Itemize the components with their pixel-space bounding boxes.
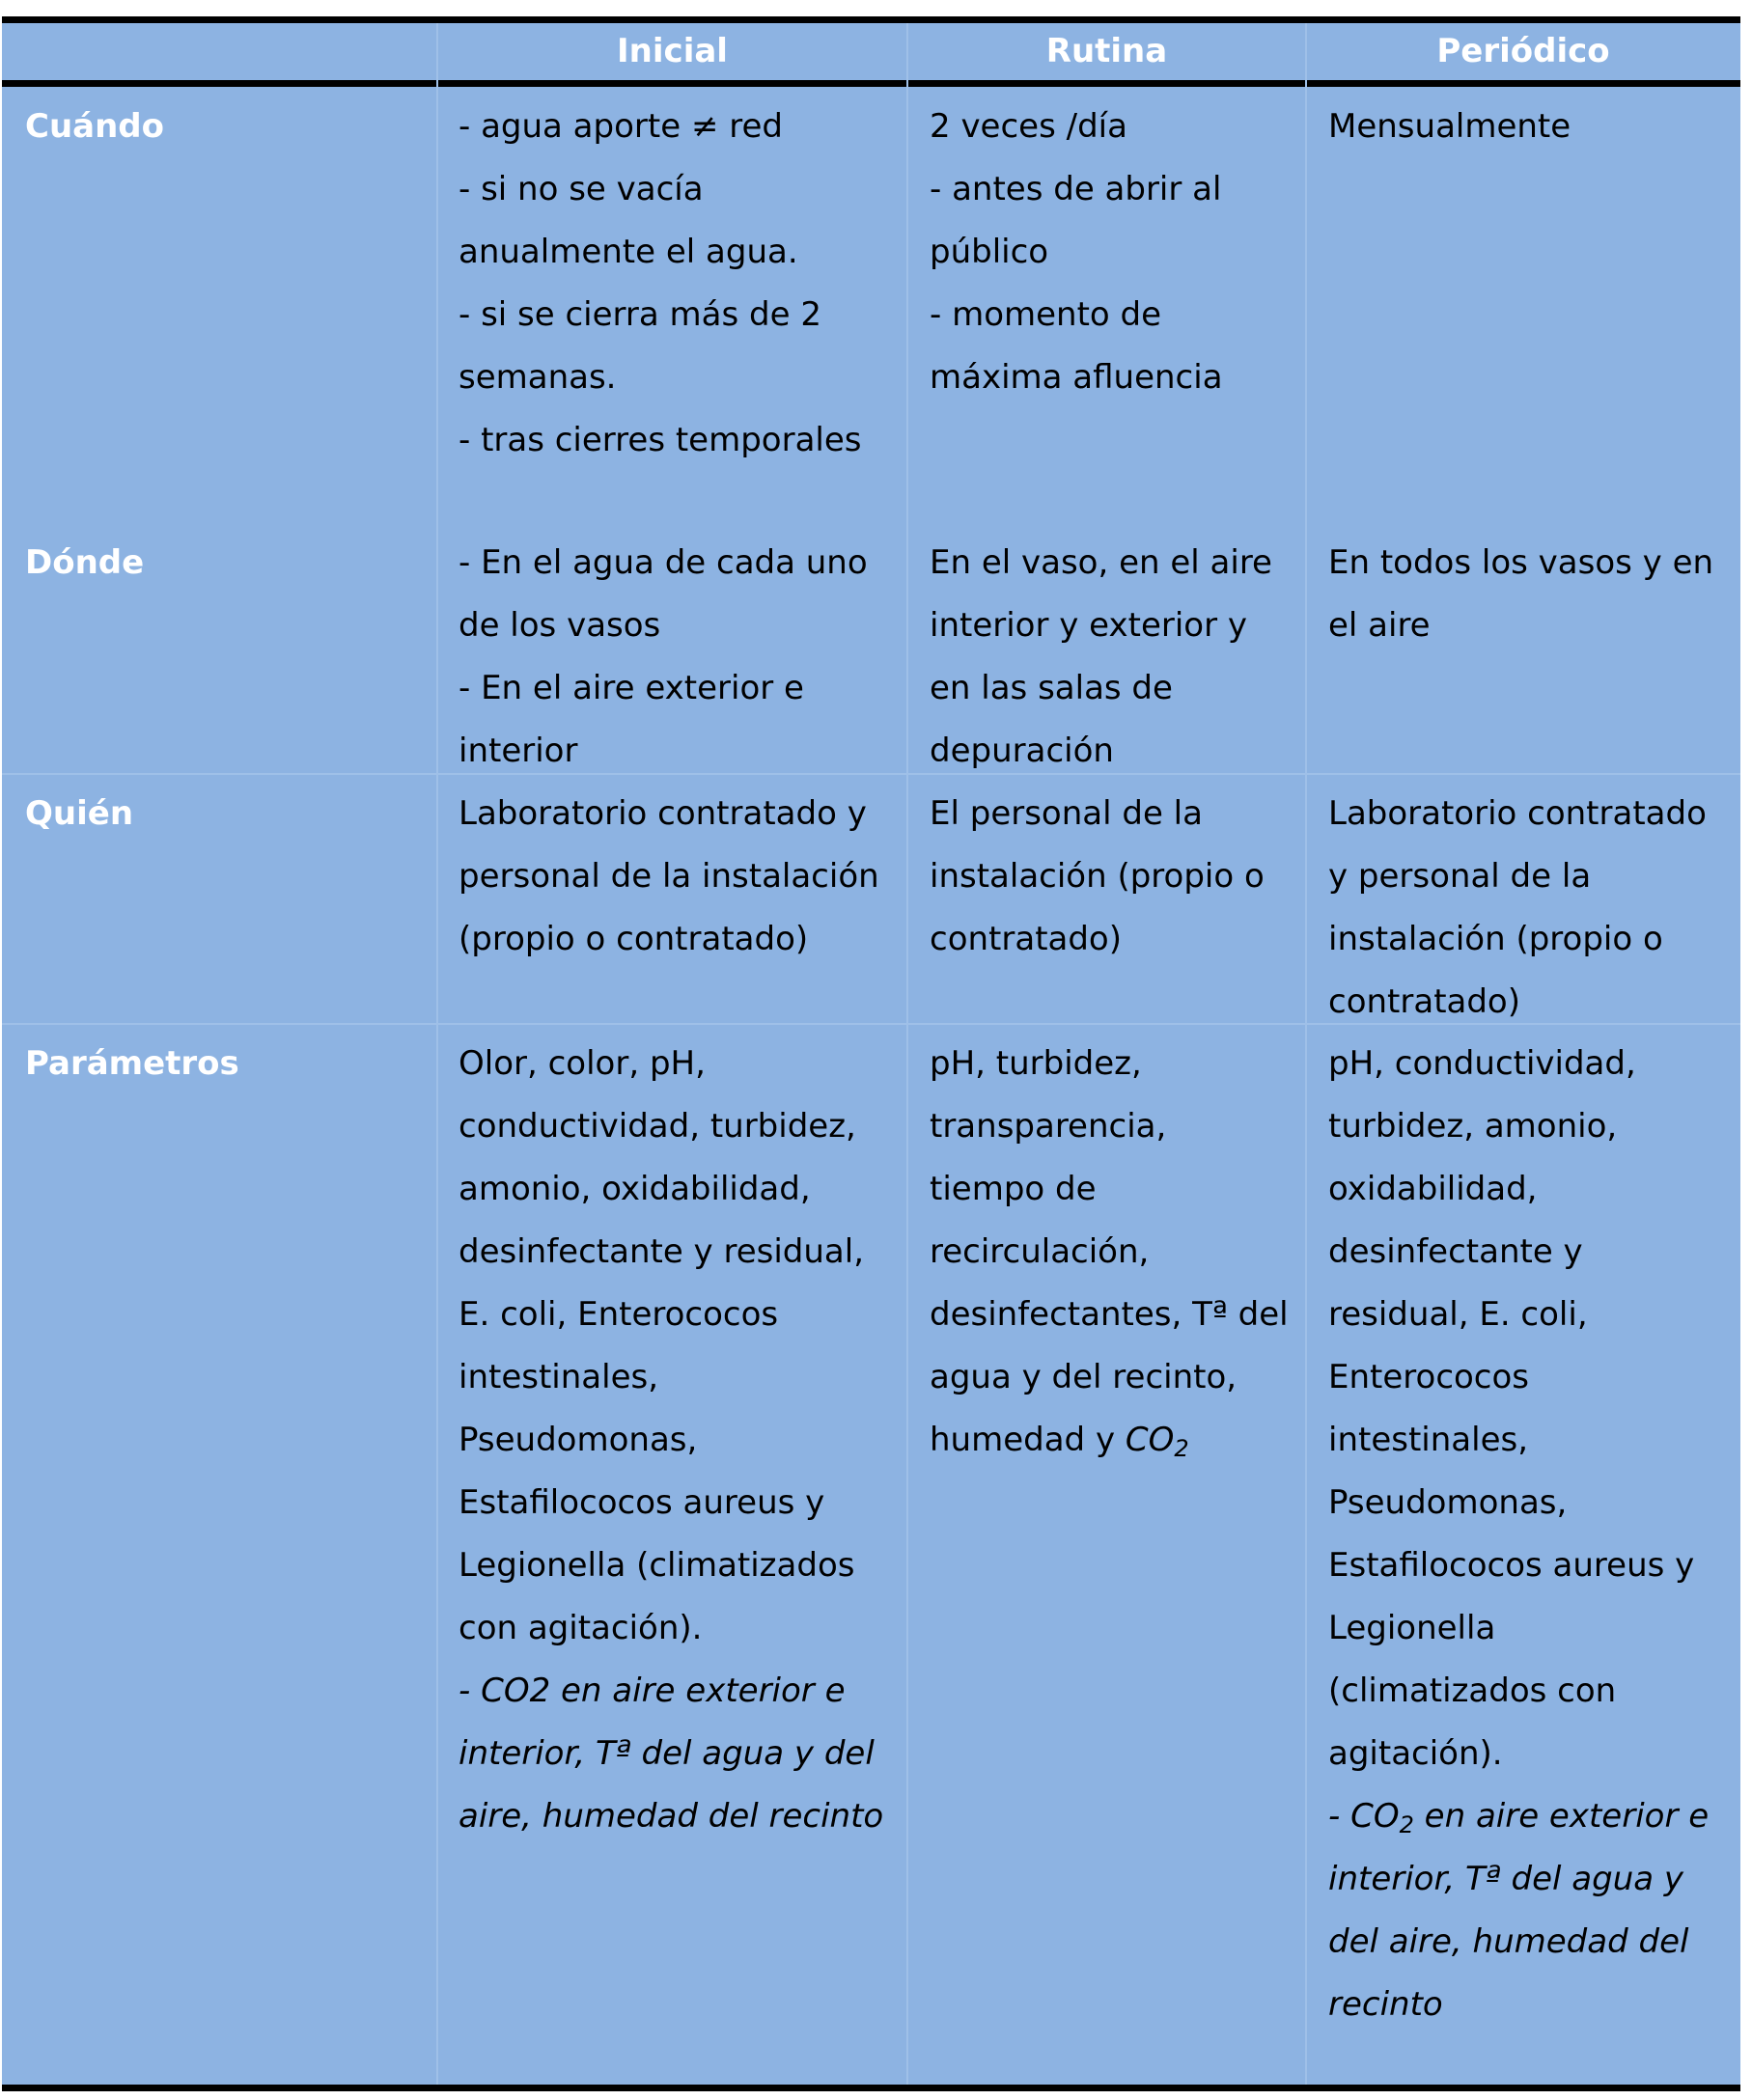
row-label-cuando: Cuándo [25, 107, 165, 146]
italic-text-line: interior, Tª del agua y [1328, 1860, 1684, 1898]
text-line: de los vasos [459, 606, 661, 645]
cell-parametros-periodico [1328, 1033, 1709, 2036]
text-line: - momento de [930, 295, 1162, 334]
text-line: - si no se vacía [459, 170, 704, 208]
text-line: depuración [930, 732, 1114, 770]
row-divider [2, 773, 1740, 775]
cell-donde-periodico [1328, 532, 1713, 657]
text-line: - En el aire exterior e [459, 669, 804, 707]
text-line: interior y exterior y [930, 606, 1248, 645]
text-line: agua y del recinto, [930, 1358, 1238, 1396]
formula-subscript: 2 [1399, 1811, 1414, 1838]
cell-cuando-rutina [930, 96, 1223, 409]
data-table [2, 16, 1740, 2091]
text-line: tiempo de [930, 1170, 1097, 1208]
text-line: - agua aporte ≠ red [459, 107, 783, 146]
italic-text-line [1328, 1785, 1709, 1848]
text-line: desinfectante y residual, [459, 1232, 865, 1271]
text-line: Enterococos [1328, 1358, 1530, 1396]
italic-text-line: del aire, humedad del [1328, 1922, 1689, 1961]
text-line: residual, E. coli, [1328, 1295, 1588, 1334]
text-line: - si se cierra más de 2 [459, 295, 821, 334]
text-line: público [930, 233, 1049, 271]
text-line: desinfectante y [1328, 1232, 1583, 1271]
text-line: transparencia, [930, 1107, 1167, 1146]
text-line: conductividad, turbidez, [459, 1107, 856, 1146]
header-periodico: Periódico [1436, 32, 1610, 70]
text-line: desinfectantes, Tª del [930, 1295, 1289, 1334]
text-line: oxidabilidad, [1328, 1170, 1538, 1208]
text-line: (climatizados con [1328, 1672, 1617, 1710]
text-line: (propio o contratado) [459, 920, 809, 958]
text-line: Pseudomonas, [1328, 1483, 1568, 1522]
text-line [930, 1409, 1289, 1472]
text-line: En el vaso, en el aire [930, 543, 1272, 582]
text-line: Estafilococos aureus y [459, 1483, 825, 1522]
cell-quien-inicial [459, 783, 879, 971]
text-line: turbidez, amonio, [1328, 1107, 1618, 1146]
cell-cuando-inicial [459, 96, 862, 472]
column-divider [1305, 23, 1307, 2085]
formula-subscript: 2 [1174, 1435, 1189, 1462]
text-line: anualmente el agua. [459, 233, 798, 271]
header-empty-cell [2, 23, 437, 80]
text-line: - tras cierres temporales [459, 421, 862, 459]
text-line: Legionella (climatizados [459, 1546, 855, 1585]
text-line: contratado) [930, 920, 1123, 958]
text-line: pH, turbidez, [930, 1044, 1142, 1083]
text-line: Legionella [1328, 1609, 1496, 1647]
cell-quien-rutina [930, 783, 1265, 971]
column-divider [906, 23, 908, 2085]
cell-cuando-periodico [1328, 96, 1571, 158]
text-line: con agitación). [459, 1609, 703, 1647]
text-line: - antes de abrir al [930, 170, 1222, 208]
text-line: Pseudomonas, [459, 1421, 698, 1459]
text-line: Olor, color, pH, [459, 1044, 706, 1083]
text-line: instalación (propio o [930, 857, 1265, 896]
row-label-donde: Dónde [25, 543, 145, 582]
text-line: Estafilococos aureus y [1328, 1546, 1695, 1585]
text-line: El personal de la [930, 794, 1203, 833]
table-header [2, 23, 1740, 87]
text-line: Mensualmente [1328, 107, 1571, 146]
text-fragment: en aire exterior e [1413, 1797, 1710, 1836]
text-line: En todos los vasos y en [1328, 543, 1714, 582]
column-divider [436, 23, 438, 2085]
text-fragment: - CO [1328, 1797, 1400, 1836]
cell-donde-inicial [459, 532, 868, 783]
cell-quien-periodico [1328, 783, 1707, 1034]
row-label-quien: Quién [25, 794, 134, 833]
text-line: en las salas de [930, 669, 1173, 707]
text-line: agitación). [1328, 1734, 1503, 1773]
italic-text-line: interior, Tª del agua y del [459, 1734, 875, 1773]
text-line: instalación (propio o [1328, 920, 1663, 958]
text-line: máxima afluencia [930, 358, 1223, 397]
text-line: Laboratorio contratado y [459, 794, 867, 833]
row-label-parametros: Parámetros [25, 1044, 239, 1083]
text-line: contratado) [1328, 982, 1521, 1021]
cell-parametros-rutina [930, 1033, 1289, 1472]
co2-formula [1125, 1421, 1189, 1462]
text-line: amonio, oxidabilidad, [459, 1170, 811, 1208]
header-inicial: Inicial [617, 32, 728, 70]
text-fragment: humedad y [930, 1421, 1126, 1459]
italic-text-line: recinto [1328, 1985, 1443, 2024]
text-line: intestinales, [459, 1358, 659, 1396]
formula-co: CO [1125, 1421, 1175, 1459]
text-line: - En el agua de cada uno [459, 543, 868, 582]
italic-text-line: aire, humedad del recinto [459, 1797, 884, 1836]
italic-text-line: - CO2 en aire exterior e [459, 1672, 846, 1710]
header-rutina: Rutina [1045, 32, 1168, 70]
text-line: pH, conductividad, [1328, 1044, 1636, 1083]
text-line: intestinales, [1328, 1421, 1529, 1459]
text-line: recirculación, [930, 1232, 1150, 1271]
text-line: Laboratorio contratado [1328, 794, 1707, 833]
cell-donde-rutina [930, 532, 1272, 783]
text-line: 2 veces /día [930, 107, 1127, 146]
cell-parametros-inicial [459, 1033, 883, 1848]
text-line: personal de la instalación [459, 857, 879, 896]
text-line: el aire [1328, 606, 1431, 645]
text-line: E. coli, Enterococos [459, 1295, 779, 1334]
text-line: y personal de la [1328, 857, 1592, 896]
text-line: interior [459, 732, 578, 770]
text-line: semanas. [459, 358, 617, 397]
